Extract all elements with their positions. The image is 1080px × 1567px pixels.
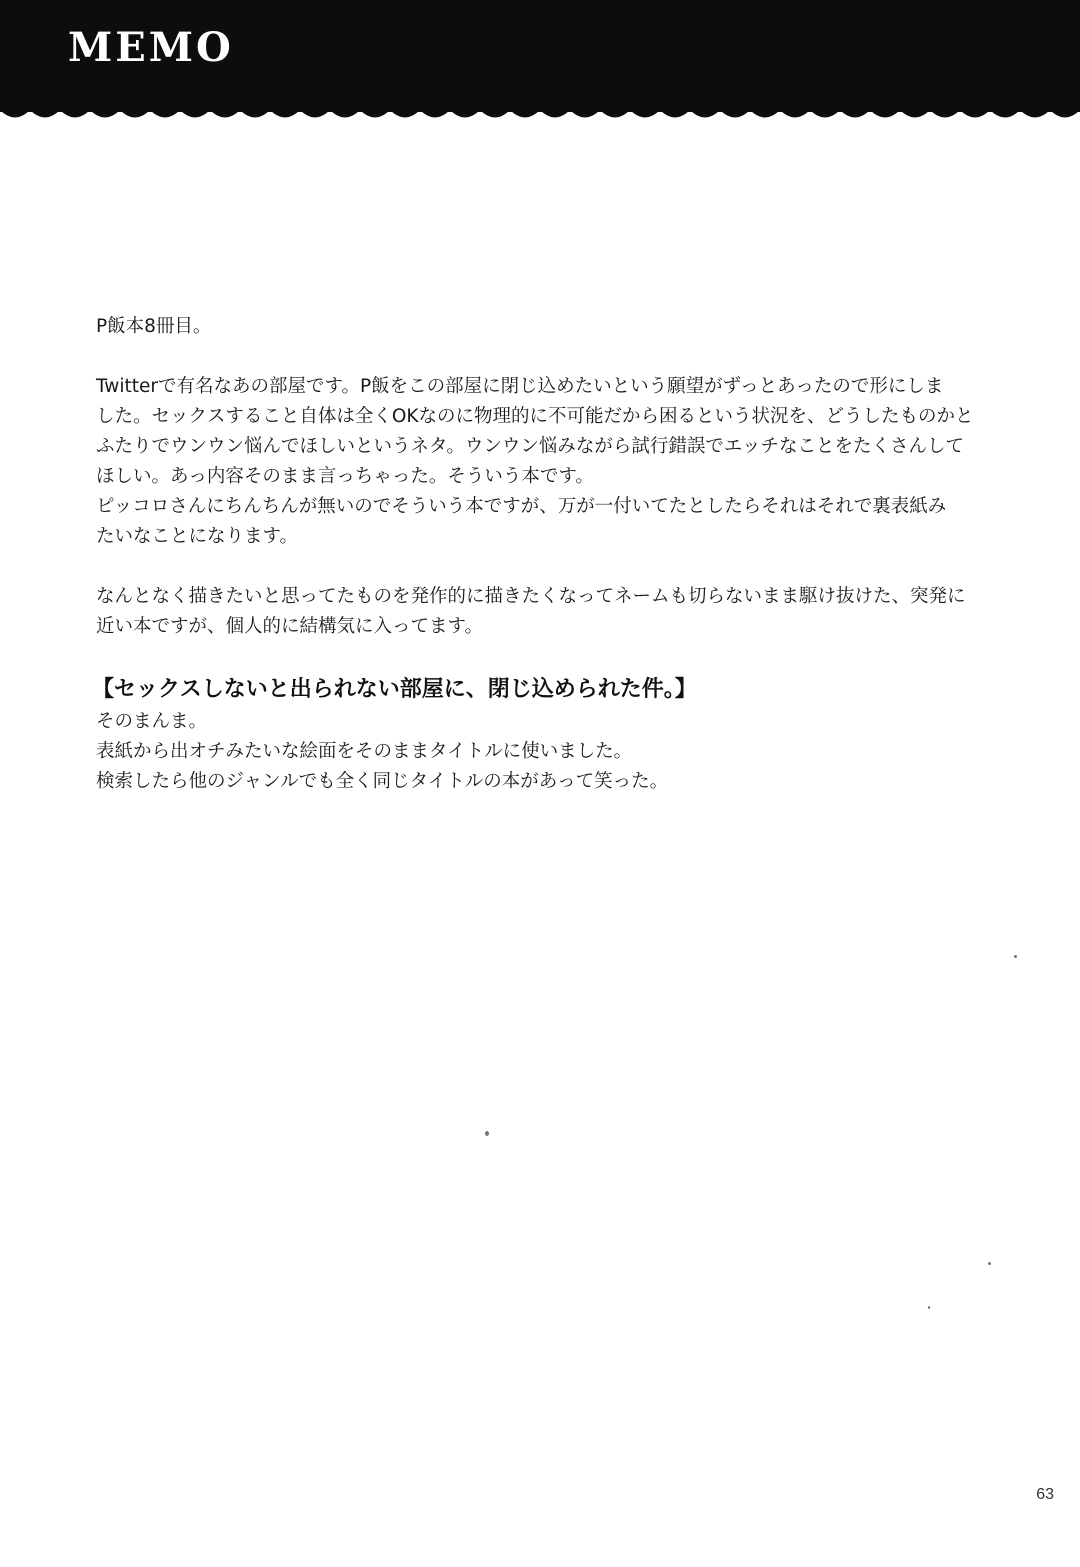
intro-paragraph-2: Twitterで有名なあの部屋です。P飯をこの部屋に閉じ込めたいという願望がずっとあったので形にしま した。セックスすること自体は全くOKなのに物理的に不可能だから困るという状況を、どうしたものかと ふたりでウンウン悩んでほしいというネタ。ウンウン悩みながら試行錯誤でエッチなことをたくさんして ほしい。あっ内容そのまま言っちゃった。そういう本です。 ピッコロさんにちんちんが無いのでそういう本ですが、万が一付いてたとしたらそれはそれで裏表紙み たいなことになります。 [96,376,974,547]
scan-speck [1014,955,1017,958]
intro-paragraph-1: P飯本8冊目。 [96,316,212,337]
intro-paragraph-3: なんとなく描きたいと思ってたものを発作的に描きたくなってネームも切らないまま駆け抜けた、突発に 近い本ですが、個人的に結構気に入ってます。 [96,586,966,637]
section-body: そのまんま。 表紙から出オチみたいな絵面をそのままタイトルに使いました。 検索したら他のジャンルでも全く同じタイトルの本があって笑った。 [96,711,669,792]
header-scallop-edge [0,104,1080,124]
intro-text [96,312,1031,642]
section-title: 【セックスしないと出られない部屋に、閉じ込められた件。】 [92,676,697,702]
page-number: 63 [1036,1486,1054,1503]
header-title: MEMO [68,24,234,71]
scan-speck [485,1131,489,1136]
scan-speck [928,1306,930,1309]
scan-speck [988,1262,991,1265]
header-band [0,0,1080,112]
title-note-section [92,671,1031,797]
